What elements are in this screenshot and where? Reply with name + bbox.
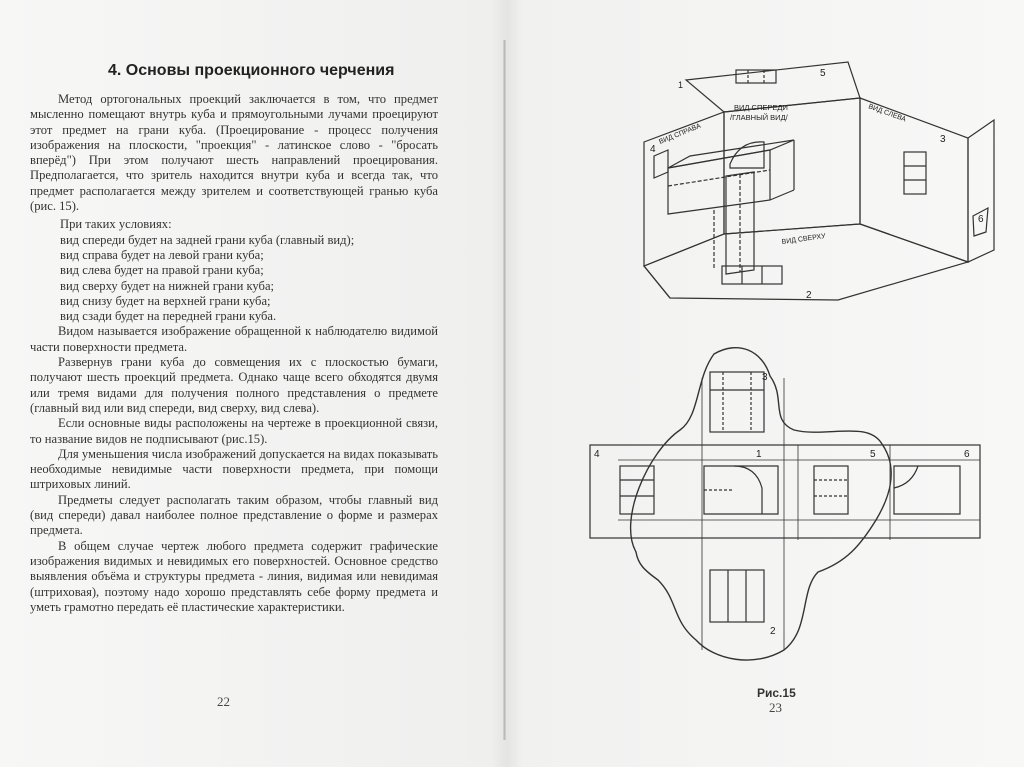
body-text bbox=[30, 92, 438, 615]
condition-item: вид спереди будет на задней грани куба (главный вид); bbox=[60, 232, 355, 247]
condition-item: вид снизу будет на верхней грани куба; bbox=[60, 293, 271, 308]
condition-item: вид слева будет на правой грани куба; bbox=[60, 263, 264, 278]
view-bottom-face bbox=[710, 372, 764, 432]
label-face-left-view: ВИД СЛЕВА bbox=[867, 103, 907, 124]
face-number-5: 5 bbox=[820, 68, 826, 79]
figure-caption: Рис.15 bbox=[757, 686, 796, 700]
face-number-1: 1 bbox=[678, 80, 684, 90]
label-face-right-view: ВИД СПРАВА bbox=[658, 122, 702, 146]
views-frame bbox=[590, 445, 980, 538]
cube-object bbox=[668, 140, 794, 284]
paragraph: Видом называется изображение обращенной к наблюдателю видимой части поверхности предмета. bbox=[30, 324, 438, 354]
paragraph: Предметы следует располагать таким образом, чтобы главный вид (вид спереди) давал наиболее полное представление о форме и размерах предмета. bbox=[30, 492, 438, 538]
page-number-right: 23 bbox=[769, 700, 782, 715]
condition-item: вид сверху будет на нижней грани куба; bbox=[60, 278, 275, 293]
paragraph: Для уменьшения числа изображений допускается на видах показывать необходимые невидимые части поверхности предмета, при помощи штриховых линий. bbox=[30, 446, 438, 492]
view-number-1: 1 bbox=[756, 449, 762, 460]
page-number-left: 22 bbox=[217, 694, 230, 709]
face-number-6: 6 bbox=[978, 214, 984, 225]
face-number-2: 2 bbox=[806, 290, 812, 301]
condition-item: вид справа будет на левой грани куба; bbox=[60, 247, 264, 262]
face-number-3: 3 bbox=[940, 134, 946, 145]
left-view-projection bbox=[904, 152, 926, 194]
unfold-outline bbox=[631, 348, 892, 660]
view-back bbox=[894, 466, 960, 514]
view-number-5: 5 bbox=[870, 449, 876, 460]
condition-item: вид сзади будет на передней грани куба. bbox=[60, 309, 277, 324]
right-flap bbox=[968, 120, 994, 262]
view-number-4: 4 bbox=[594, 449, 600, 460]
view-number-3: 3 bbox=[762, 372, 768, 383]
paragraph-intro: Метод ортогональных проекций заключается в том, что предмет мысленно помещают внутрь куба и прямоугольными лучами проецируют этот предмет на грани куба. (Проецирование - процесс получения изображения на плоскости, "проекция" - латинское слово - "бросать вперёд") При этом получают шесть направлений проецирования. Предполагается, что зритель находится внутри куба и всегда так, что предмет располагается между зрителем и соответствующей гранью куба (рис. 15). bbox=[30, 92, 438, 214]
label-face-top-view: ВИД СВЕРХУ bbox=[781, 232, 827, 246]
conditions-intro: При таких условиях: bbox=[60, 217, 172, 232]
conditions-list bbox=[30, 217, 438, 324]
view-number-2: 2 bbox=[770, 626, 776, 637]
figure-15 bbox=[508, 0, 1024, 700]
label-face-front: ВИД СПЕРЕДИ bbox=[734, 103, 788, 112]
view-right bbox=[620, 466, 654, 514]
label-face-front-sub: /ГЛАВНЫЙ ВИД/ bbox=[730, 113, 788, 122]
left-page bbox=[0, 0, 505, 767]
face-number-4: 4 bbox=[650, 144, 656, 155]
right-page bbox=[508, 0, 1024, 767]
paragraph: Если основные виды расположены на чертеже в проекционной связи, то название видов не подписывают (рис.15). bbox=[30, 416, 438, 446]
view-top-face bbox=[710, 570, 764, 622]
view-number-6: 6 bbox=[964, 449, 970, 460]
paragraph: Развернув грани куба до совмещения их с плоскостью бумаги, получают шесть проекций предмета. Однако чаще всего обходятся двумя или тремя видами для получения полного представления о предмете (главный вид или вид спереди, вид сверху, вид слева). bbox=[30, 355, 438, 415]
book-gutter bbox=[503, 40, 506, 740]
paragraph: В общем случае чертеж любого предмета содержит графические изображения видимых и невидимых его поверхностей. Основное средство выявления объёма и структуры предмета - линия, видимая или невидимая (штриховая), поэтому надо хорошо представлять себе форму предмета и уметь грамотно передать её пластические характеристики. bbox=[30, 538, 438, 614]
view-left bbox=[814, 466, 848, 514]
section-title: 4. Основы проекционного черчения bbox=[108, 62, 395, 79]
